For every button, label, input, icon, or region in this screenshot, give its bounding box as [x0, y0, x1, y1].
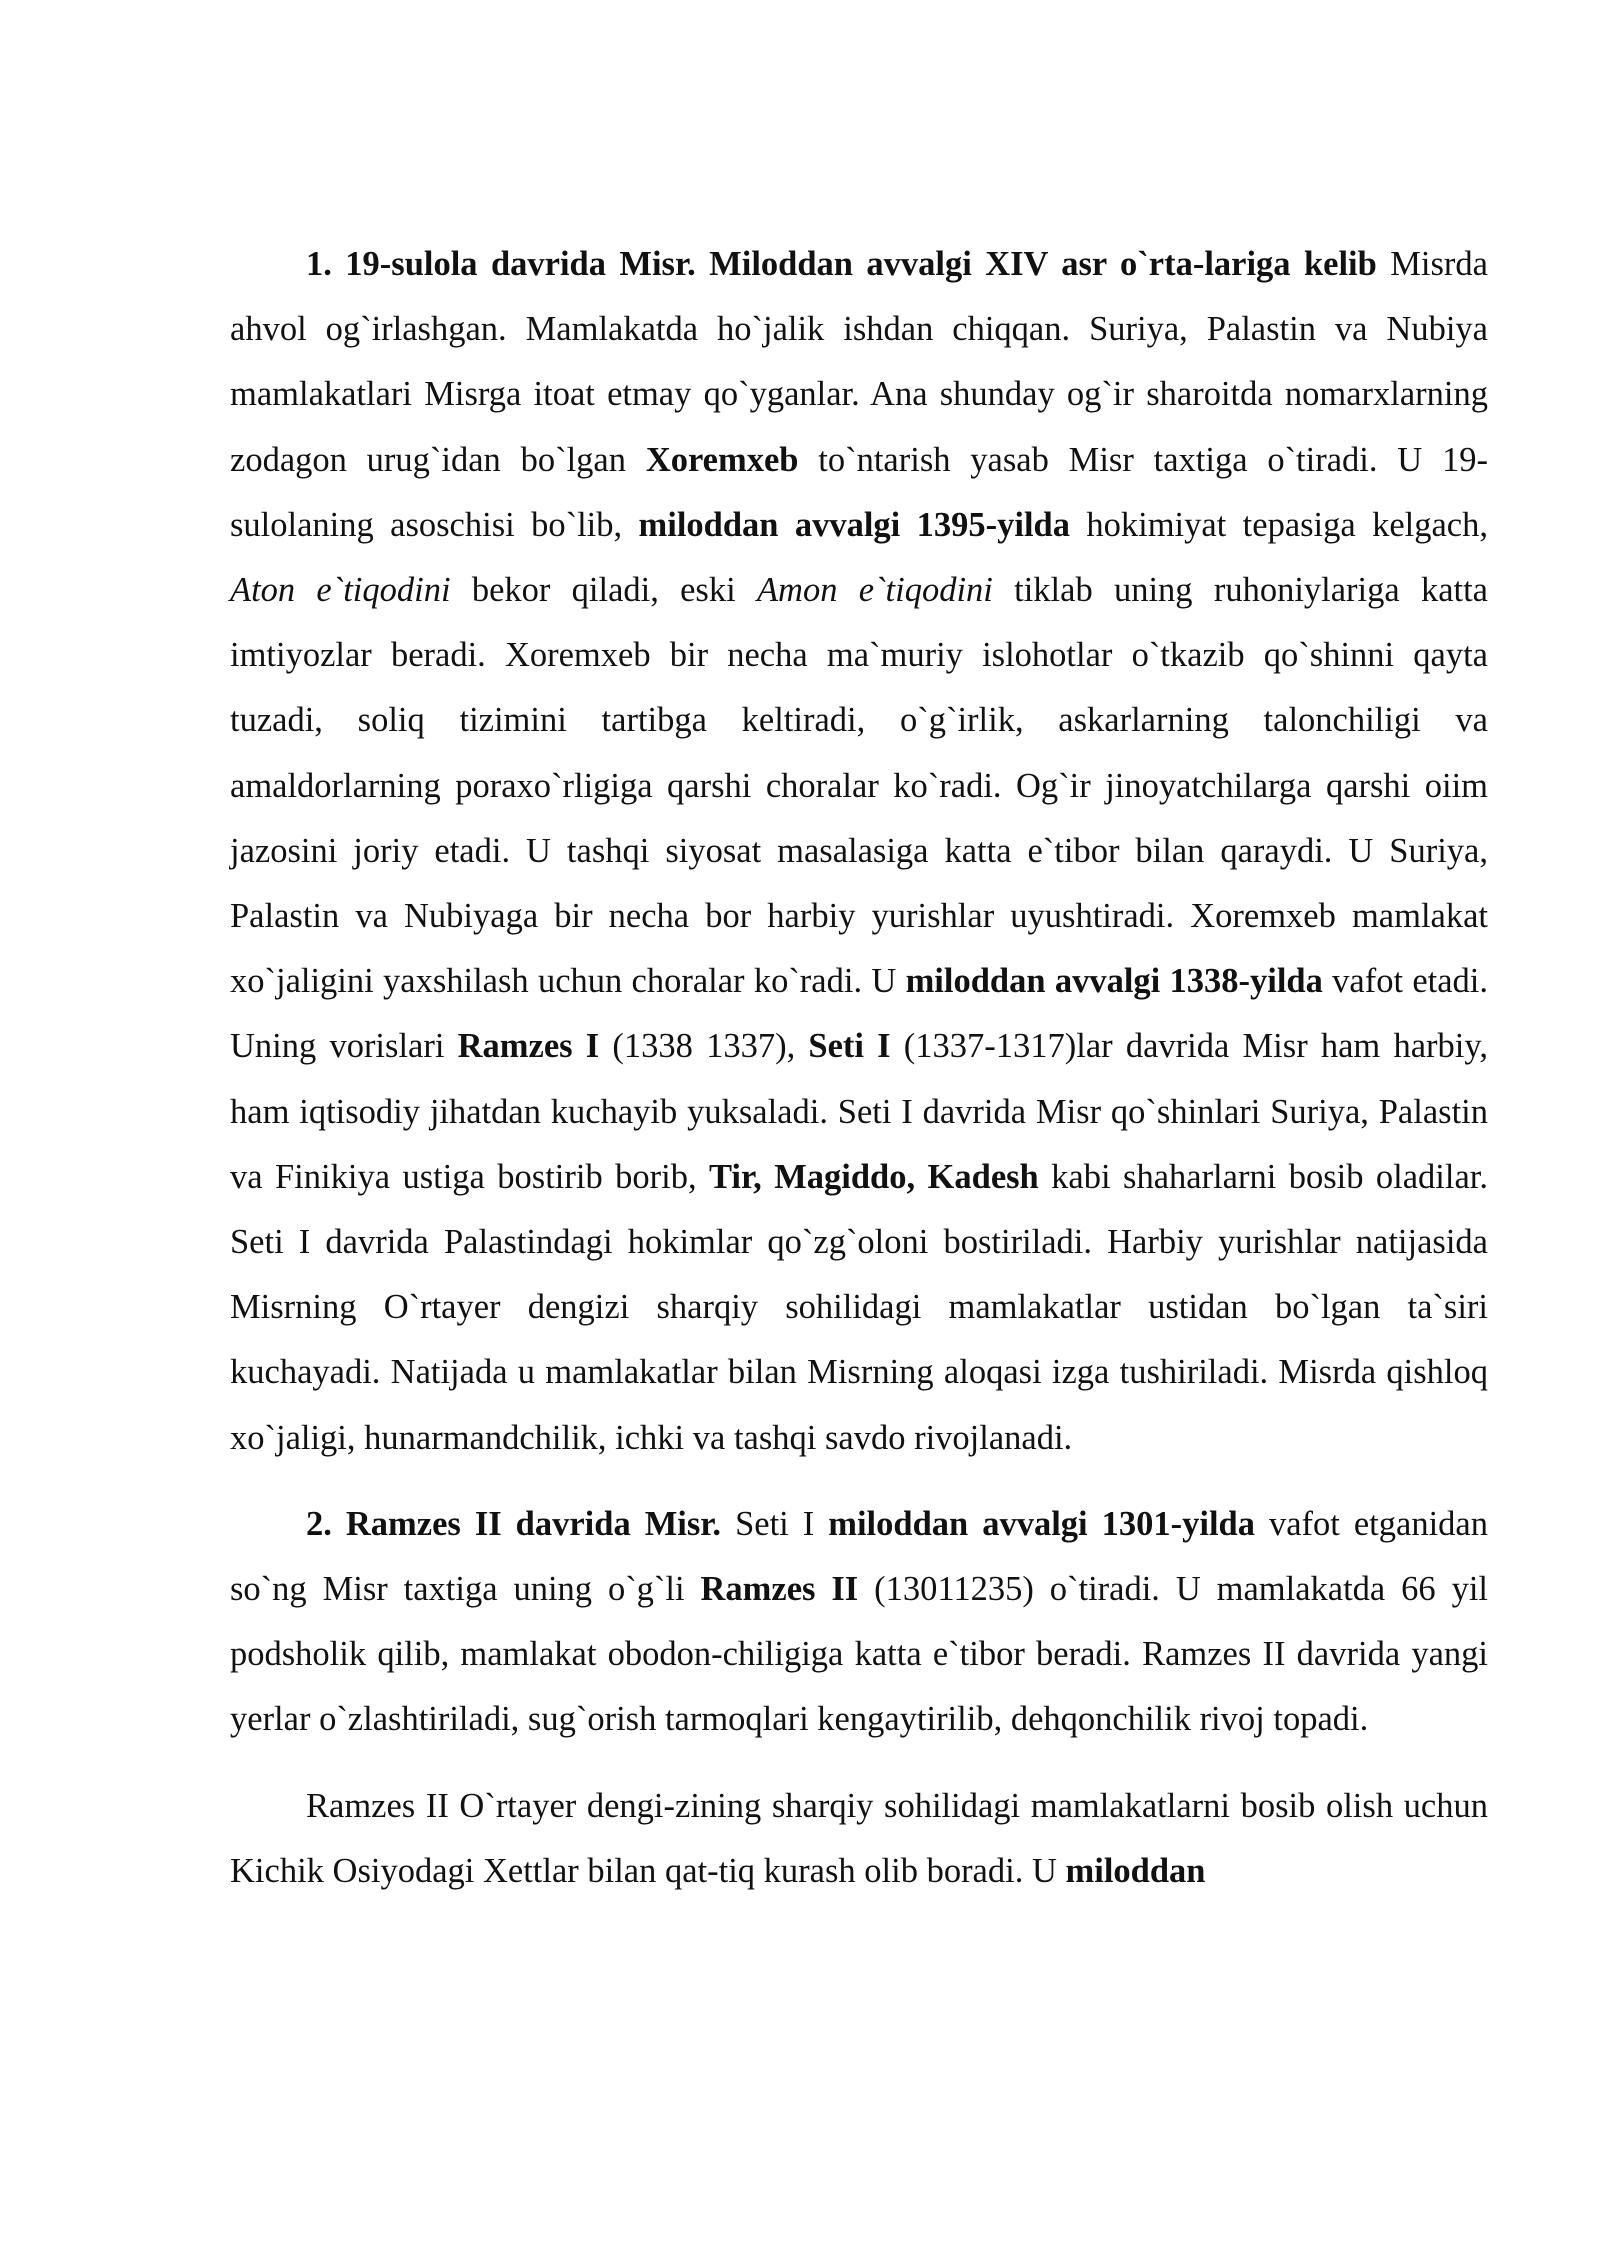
italic-term-aton: Aton e`tiqodini	[230, 571, 451, 610]
body-text: (1338 1337),	[599, 1027, 809, 1066]
bold-name-seti-i: Seti I	[808, 1027, 891, 1066]
bold-date: miloddan avvalgi 1301-yilda	[828, 1504, 1255, 1543]
body-text: Misrda ahvol og`irlashgan. Mamlakatda ho`jalik ishdan chiqqan. Suriya, Palastin va Nubiya mamlakatlari Misrga itoat etmay qo`yganlar. Ana shunday og`ir sharoitda nomarxlarning zodagon urug`idan bo`lgan	[230, 245, 1488, 479]
body-text: Seti I	[721, 1504, 829, 1543]
italic-term-amon: Amon e`tiqodini	[756, 571, 993, 610]
bold-date: miloddan avvalgi 1395-yilda	[638, 505, 1070, 544]
body-text: bekor qiladi, eski	[450, 571, 757, 610]
bold-city-names: Tir, Magiddo, Kadesh	[709, 1157, 1039, 1196]
paragraph-ramzes-ii	[230, 1492, 1488, 1753]
bold-name-xoremxeb: Xoremxeb	[645, 440, 799, 479]
body-text: kabi shaharlarni bosib oladilar. Seti I davrida Palastindagi hokimlar qo`zg`oloni bostiriladi. Harbiy yurishlar natijasida Misrning O`rtayer dengizi sharqiy sohilidagi mamlakatlar ustidan bo`lgan ta`siri kuchayadi. Natijada u mamlakatlar bilan Misrning aloqasi izga tushiriladi. Misrda qishloq xo`jaligi, hunarmandchilik, ichki va tashqi savdo rivojlanadi.	[230, 1157, 1489, 1457]
document-body	[230, 232, 1488, 1904]
body-text: (1337-1317)lar davrida Misr ham harbiy, ham iqtisodiy jihatdan kuchayib yuksaladi. Seti I davrida Misr qo`shinlari Suriya, Palastin va Finikiya ustiga bostirib borib,	[230, 1027, 1488, 1196]
bold-name-ramzes-ii: Ramzes II	[700, 1570, 859, 1609]
bold-date-fragment: miloddan	[1065, 1851, 1206, 1890]
body-text: vafot etadi. Uning vorislari	[230, 962, 1488, 1066]
body-text: Ramzes II O`rtayer dengi-zining sharqiy sohilidagi mamlakatlarni bosib olish uchun Kichik Osiyodagi Xettlar bilan qat-tiq kurash olib boradi. U	[230, 1786, 1488, 1890]
paragraph-19-sulola	[230, 232, 1488, 1471]
body-text: vafot etganidan so`ng Misr taxtiga uning o`g`li	[230, 1504, 1488, 1609]
bold-name-ramzes-i: Ramzes I	[457, 1027, 600, 1066]
body-text: (13011235) o`tiradi. U mamlakatda 66 yil podsholik qilib, mamlakat obodon-chiligiga katta e`tibor beradi. Ramzes II davrida yangi yerlar o`zlashtiriladi, sug`orish tarmoqlari kengaytirilib, dehqonchilik rivoj topadi.	[230, 1570, 1488, 1739]
section-heading-ramzes-ii: 2. Ramzes II davrida Misr.	[306, 1504, 722, 1543]
bold-date: miloddan avvalgi 1338-yilda	[905, 962, 1323, 1001]
body-text: tiklab uning ruhoniylariga katta imtiyozlar beradi. Xoremxeb bir necha ma`muriy islohotlar o`tkazib qo`shinni qayta tuzadi, soliq tizimini tartibga keltiradi, o`g`irlik, askarlarning talonchiligi va amaldorlarning poraxo`rligiga qarshi choralar ko`radi. Og`ir jinoyatchilarga qarshi oiim jazosini joriy etadi. U tashqi siyosat masalasiga katta e`tibor bilan qaraydi. U Suriya, Palastin va Nubiyaga bir necha bor harbiy yurishlar uyushtiradi. Xoremxeb mamlakat xo`jaligini yaxshilash uchun choralar ko`radi. U	[230, 571, 1488, 1001]
paragraph-ramzes-ii-continued	[230, 1774, 1488, 1904]
body-text: to`ntarish yasab Misr taxtiga o`tiradi. U 19-sulolaning asoschisi bo`lib,	[230, 440, 1489, 544]
section-heading-19-sulola: 1. 19-sulola davrida Misr. Miloddan avvalgi XIV asr o`rta-lariga kelib	[306, 245, 1377, 283]
body-text: hokimiyat tepasiga kelgach,	[1070, 505, 1488, 544]
